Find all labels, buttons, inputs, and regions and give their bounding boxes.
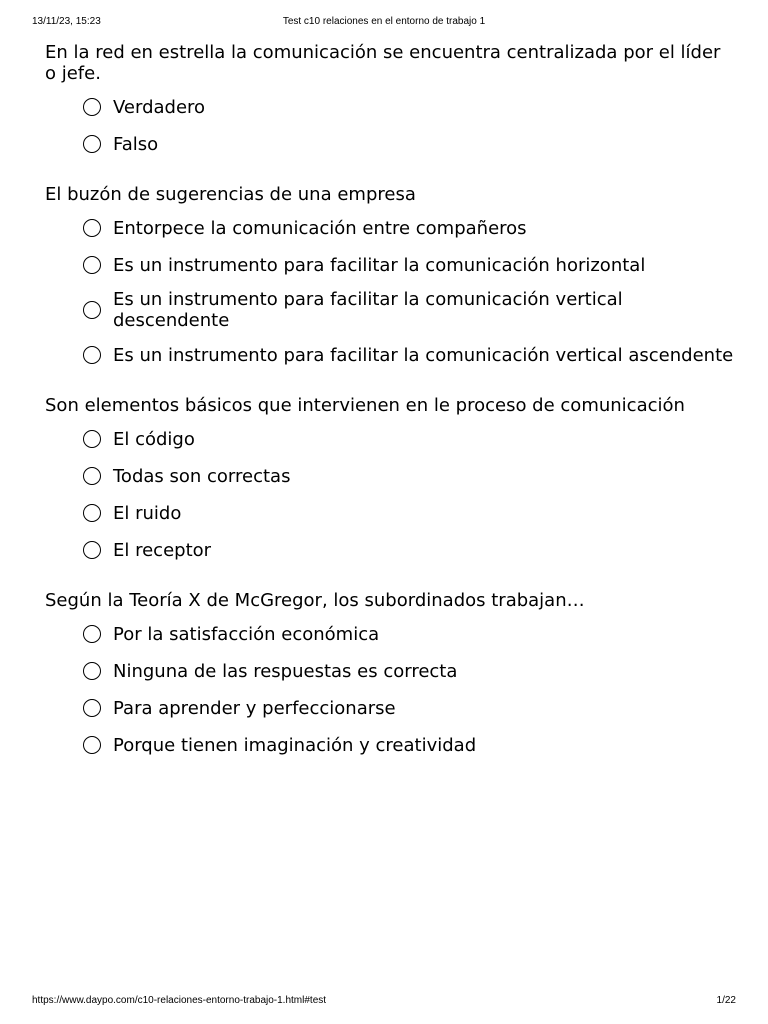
question-text: El buzón de sugerencias de una empresa xyxy=(45,184,416,205)
question-text: Según la Teoría X de McGregor, los subordinados trabajan… xyxy=(45,590,585,611)
answer-label: Es un instrumento para facilitar la comunicación vertical ascendente xyxy=(113,344,734,366)
answer-label: Verdadero xyxy=(113,96,206,118)
answer-option[interactable] xyxy=(83,658,735,684)
answer-option[interactable] xyxy=(83,537,735,563)
radio-button[interactable] xyxy=(83,301,101,319)
answer-option[interactable] xyxy=(83,695,735,721)
question-4 xyxy=(45,590,735,758)
radio-button[interactable] xyxy=(83,346,101,364)
radio-button[interactable] xyxy=(83,467,101,485)
answer-label: Falso xyxy=(113,133,159,155)
answer-option[interactable] xyxy=(83,621,735,647)
answer-label: Es un instrumento para facilitar la comunicación vertical descendente xyxy=(113,289,623,331)
answer-label: Para aprender y perfeccionarse xyxy=(113,697,396,719)
radio-button[interactable] xyxy=(83,430,101,448)
question-1 xyxy=(45,42,735,157)
print-date: 13/11/23, 15:23 xyxy=(32,16,101,27)
answer-option[interactable] xyxy=(83,426,735,452)
question-text: En la red en estrella la comunicación se encuentra centralizada por el líder o jefe. xyxy=(45,42,721,84)
answer-option[interactable] xyxy=(83,131,735,157)
answer-label: Porque tienen imaginación y creatividad xyxy=(113,734,477,756)
print-header xyxy=(32,15,736,29)
answer-label: Ninguna de las respuestas es correcta xyxy=(113,660,458,682)
answer-label: Entorpece la comunicación entre compañeros xyxy=(113,217,527,239)
answer-option[interactable] xyxy=(83,732,735,758)
radio-button[interactable] xyxy=(83,256,101,274)
question-2 xyxy=(45,184,735,368)
page-url: https://www.daypo.com/c10-relaciones-entorno-trabajo-1.html#test xyxy=(32,995,327,1006)
answer-label: El ruido xyxy=(113,502,182,524)
question-text: Son elementos básicos que intervienen en le proceso de comunicación xyxy=(45,395,685,416)
page-title: Test c10 relaciones en el entorno de trabajo 1 xyxy=(282,16,486,27)
print-footer xyxy=(32,994,736,1008)
answer-option[interactable] xyxy=(83,94,735,120)
radio-button[interactable] xyxy=(83,219,101,237)
answer-option[interactable] xyxy=(83,215,735,241)
radio-button[interactable] xyxy=(83,504,101,522)
answer-label: Por la satisfacción económica xyxy=(113,623,380,645)
answer-option[interactable] xyxy=(83,500,735,526)
radio-button[interactable] xyxy=(83,98,101,116)
answer-option[interactable] xyxy=(83,463,735,489)
answer-label: Es un instrumento para facilitar la comunicación horizontal xyxy=(113,254,646,276)
radio-button[interactable] xyxy=(83,135,101,153)
radio-button[interactable] xyxy=(83,541,101,559)
answer-label: Todas son correctas xyxy=(113,465,291,487)
radio-button[interactable] xyxy=(83,662,101,680)
quiz xyxy=(45,42,735,785)
radio-button[interactable] xyxy=(83,736,101,754)
answer-option[interactable] xyxy=(83,289,735,331)
question-3 xyxy=(45,395,735,563)
answer-option[interactable] xyxy=(83,342,735,368)
answer-option[interactable] xyxy=(83,252,735,278)
radio-button[interactable] xyxy=(83,625,101,643)
page-number: 1/22 xyxy=(716,995,736,1006)
radio-button[interactable] xyxy=(83,699,101,717)
answer-label: El receptor xyxy=(113,539,212,561)
answer-label: El código xyxy=(113,428,195,450)
